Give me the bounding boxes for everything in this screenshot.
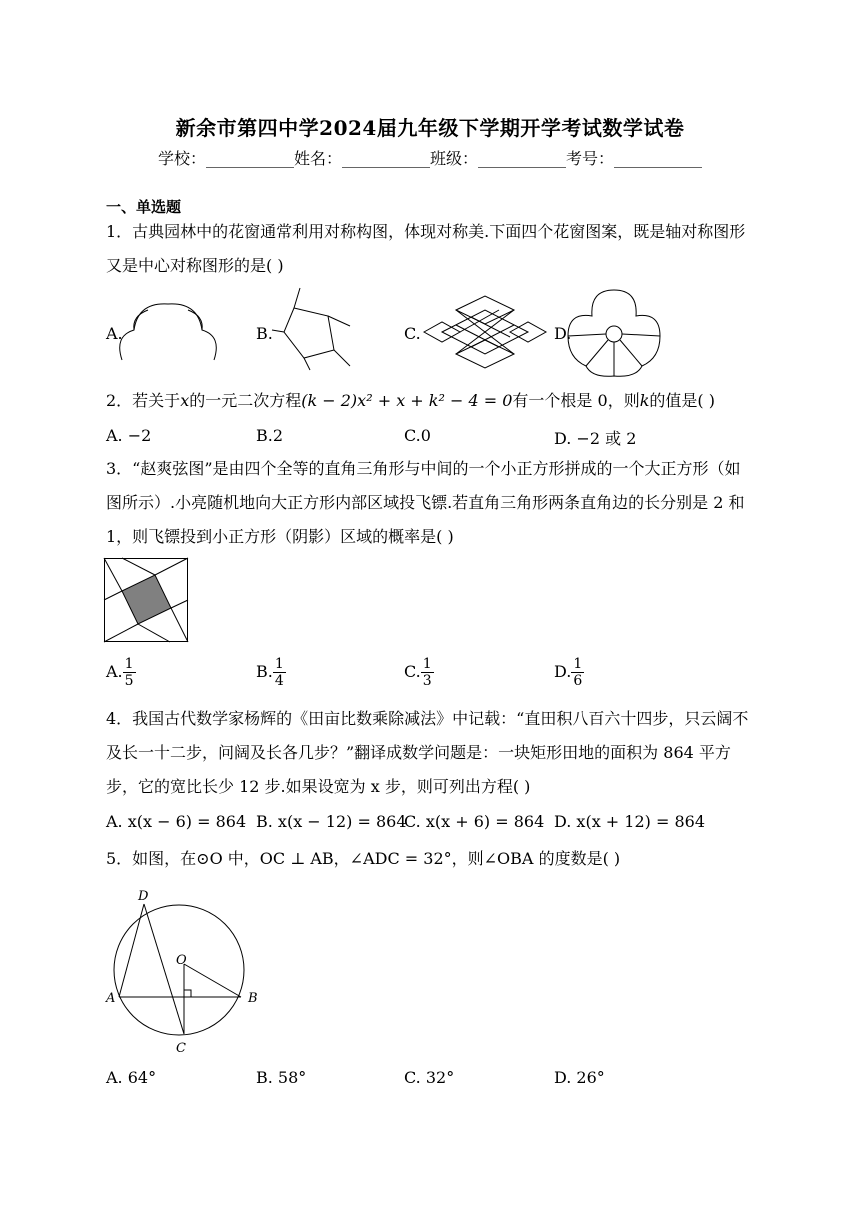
question-5-text: 5．如图，在⊙O 中，OC ⊥ AB，∠ADC = 32°，则∠OBA 的度数是( ) [106, 849, 621, 868]
q2-equation: (k − 2)x² + x + k² − 4 = 0 [301, 391, 513, 410]
q4-option-c: C. x(x + 6) = 864 [404, 812, 545, 831]
question-2-text [106, 384, 756, 418]
q1-figure-lattice [420, 296, 550, 368]
q5-option-a: A. 64° [106, 1068, 157, 1087]
q5-option-b: B. 58° [256, 1068, 307, 1087]
q2-option-a: A. −2 [106, 426, 152, 445]
q3-option-c [404, 656, 434, 689]
q3-zhaoshuang-figure [104, 558, 188, 642]
q4-option-a: A. x(x − 6) = 864 [106, 812, 247, 831]
q1-option-b-label: B. [256, 324, 273, 343]
q3-option-c-den: 3 [422, 673, 432, 689]
q4-option-d: D. x(x + 12) = 864 [554, 812, 706, 831]
q1-option-c-label: C. [404, 324, 421, 343]
q5-option-d: D. 26° [554, 1068, 605, 1087]
section-heading: 一、单选题 [106, 198, 182, 216]
q2-option-b: B.2 [256, 426, 284, 445]
q2-var-x: x [180, 391, 190, 410]
q3-option-d-label: D. [554, 662, 572, 681]
q2-var-k: k [639, 391, 650, 410]
q5-circle-figure [104, 884, 274, 1060]
q3-option-b-num: 1 [274, 656, 284, 672]
q5-label-a: A [106, 991, 116, 1006]
q5-label-b: B [248, 991, 258, 1006]
q1-figure-pinwheel [270, 286, 360, 372]
question-1-text: 1．古典园林中的花窗通常利用对称构图，体现对称美.下面四个花窗图案，既是轴对称图形又是中心对称图形的是( ) [106, 222, 746, 275]
q2-post: 有一个根是 0，则 [512, 391, 640, 410]
q2-option-c: C.0 [404, 426, 431, 445]
q3-option-c-num: 1 [422, 656, 432, 672]
q3-option-d [554, 656, 584, 689]
q2-prefix: 2．若关于 [106, 391, 181, 410]
q3-option-a [106, 656, 136, 689]
q3-option-b [256, 656, 286, 689]
q3-option-a-num: 1 [124, 656, 134, 672]
q5-option-c: C. 32° [404, 1068, 455, 1087]
q3-option-d-num: 1 [573, 656, 583, 672]
q3-option-c-label: C. [404, 662, 421, 681]
q5-label-c: C [176, 1041, 186, 1056]
student-info-line: 学校：___________姓名：___________班级：___________考号：___________ [157, 149, 702, 168]
q3-option-b-label: B. [256, 662, 273, 681]
q1-figure-flower [566, 288, 662, 378]
question-4-text: 4．我国古代数学家杨辉的《田亩比数乘除减法》中记载：“直田积八百六十四步，只云阔不及长一十二步，问阔及长各几步？”翻译成数学问题是：一块矩形田地的面积为 864 平方步，它的宽比长少 12 步.如果设宽为 x 步，则可列出方程( ) [106, 709, 749, 796]
q3-option-a-label: A. [106, 662, 123, 681]
q2-mid: 的一元二次方程 [189, 391, 302, 410]
q1-option-d-label: D. [554, 324, 572, 343]
q5-label-d: D [138, 889, 149, 904]
question-3-text: 3．“赵爽弦图”是由四个全等的直角三角形与中间的一个小正方形拼成的一个大正方形（如图所示）.小亮随机地向大正方形内部区域投飞镖.若直角三角形两条直角边的长分别是 2 和 1，则飞镖投到小正方形（阴影）区域的概率是( ) [106, 459, 745, 546]
q1-option-a-label: A. [106, 324, 123, 343]
q5-label-o: O [176, 953, 187, 968]
q3-option-b-den: 4 [274, 673, 284, 689]
paper-title: 新余市第四中学2024届九年级下学期开学考试数学试卷 [175, 116, 685, 140]
q3-option-a-den: 5 [124, 673, 134, 689]
q4-option-b: B. x(x − 12) = 864 [256, 812, 407, 831]
q1-figure-cloud [118, 296, 218, 366]
q3-option-d-den: 6 [573, 673, 583, 689]
q2-option-d: D. −2 或 2 [554, 429, 637, 448]
q2-end: 的值是( ) [649, 391, 715, 410]
